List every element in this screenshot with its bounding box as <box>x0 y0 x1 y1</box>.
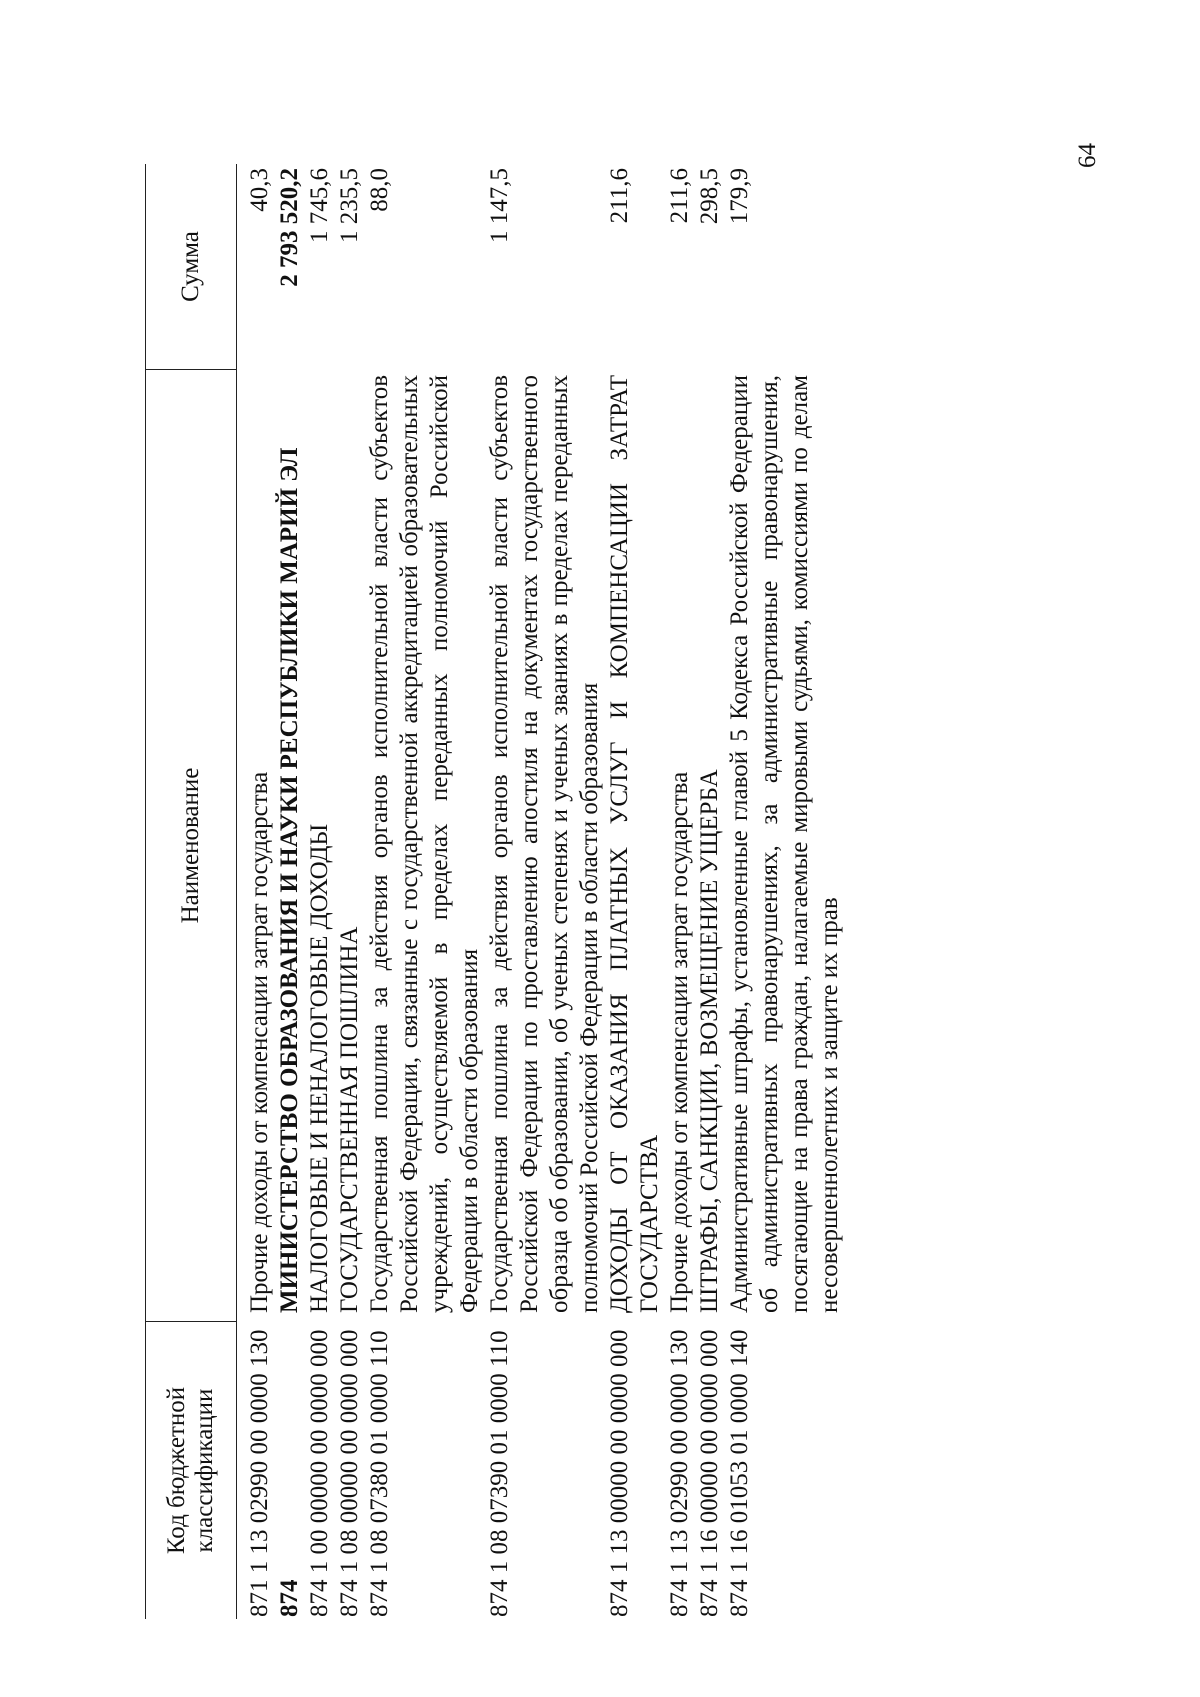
table-row <box>305 164 335 1619</box>
row-name: Прочие доходы от компенсации затрат государства <box>246 771 273 1313</box>
table-row <box>485 164 605 1619</box>
row-code: 874 1 08 00000 00 0000 000 <box>336 1329 363 1617</box>
header-code: Код бюджетной классификации <box>146 1321 236 1619</box>
row-sum: 179,9 <box>726 168 753 225</box>
row-code: 874 1 00 00000 00 0000 000 <box>306 1329 333 1617</box>
row-sum: 1 235,5 <box>336 168 363 243</box>
row-sum: 2 793 520,2 <box>276 168 303 287</box>
row-sum: 298,5 <box>696 168 723 225</box>
row-sum: 40,3 <box>246 168 273 212</box>
table-header <box>145 164 237 1619</box>
row-name: Государственная пошлина за действия органов исполнительной власти субъектов Российской Федерации по проставлению апостиля на документах государственного образца об образовании, об ученых степенях и ученых званиях в пределах переданных полномочий Российской Федерации в области образования <box>486 375 603 1313</box>
revenue-table <box>145 164 845 1619</box>
table-row <box>725 164 845 1619</box>
row-name: Административные штрафы, установленные главой 5 Кодекса Российской Федерации об административных правонарушениях, за административные правонарушения, посягающие на права граждан, налагаемые мировыми судьями, комиссиями по делам несовершеннолетних и защите их прав <box>726 375 843 1313</box>
row-code: 874 1 16 01053 01 0000 140 <box>726 1329 753 1617</box>
row-code: 874 1 13 00000 00 0000 000 <box>606 1329 633 1617</box>
table-row <box>695 164 725 1619</box>
row-sum: 1 745,6 <box>306 168 333 243</box>
header-sum: Сумма <box>177 231 204 302</box>
table-row <box>665 164 695 1619</box>
row-name: НАЛОГОВЫЕ И НЕНАЛОГОВЫЕ ДОХОДЫ <box>306 823 333 1313</box>
row-sum: 211,6 <box>666 168 693 224</box>
row-name: ДОХОДЫ ОТ ОКАЗАНИЯ ПЛАТНЫХ УСЛУГ И КОМПЕНСАЦИИ ЗАТРАТ ГОСУДАРСТВА <box>606 375 663 1313</box>
row-code: 871 1 13 02990 00 0000 130 <box>246 1329 273 1617</box>
table-row <box>335 164 365 1619</box>
row-name: МИНИСТЕРСТВО ОБРАЗОВАНИЯ И НАУКИ РЕСПУБЛИКИ МАРИЙ ЭЛ <box>276 447 303 1313</box>
row-code: 874 1 08 07380 01 0000 110 <box>366 1330 393 1617</box>
row-code: 874 <box>276 1579 303 1617</box>
row-sum: 88,0 <box>366 168 393 212</box>
row-sum: 211,6 <box>606 168 633 224</box>
row-name: Государственная пошлина за действия органов исполнительной власти субъектов Российской Федерации, связанные с государственной аккредитацией образовательных учреждений, осуществляемой в пределах переданных полномочий Российской Федерации в области образования <box>366 375 483 1313</box>
table-body <box>237 164 845 1619</box>
table-row <box>275 164 305 1619</box>
page-number: 64 <box>1074 143 1101 168</box>
row-code: 874 1 08 07390 01 0000 110 <box>486 1330 513 1617</box>
header-name: Наименование <box>146 369 236 1321</box>
table-row <box>605 164 665 1619</box>
row-name: ШТРАФЫ, САНКЦИИ, ВОЗМЕЩЕНИЕ УЩЕРБА <box>696 769 723 1313</box>
table-row <box>245 164 275 1619</box>
table-row <box>365 164 485 1619</box>
row-name: ГОСУДАРСТВЕННАЯ ПОШЛИНА <box>336 926 363 1313</box>
row-code: 874 1 13 02990 00 0000 130 <box>666 1329 693 1617</box>
row-sum: 1 147,5 <box>486 168 513 243</box>
row-code: 874 1 16 00000 00 0000 000 <box>696 1329 723 1617</box>
row-name: Прочие доходы от компенсации затрат государства <box>666 771 693 1313</box>
